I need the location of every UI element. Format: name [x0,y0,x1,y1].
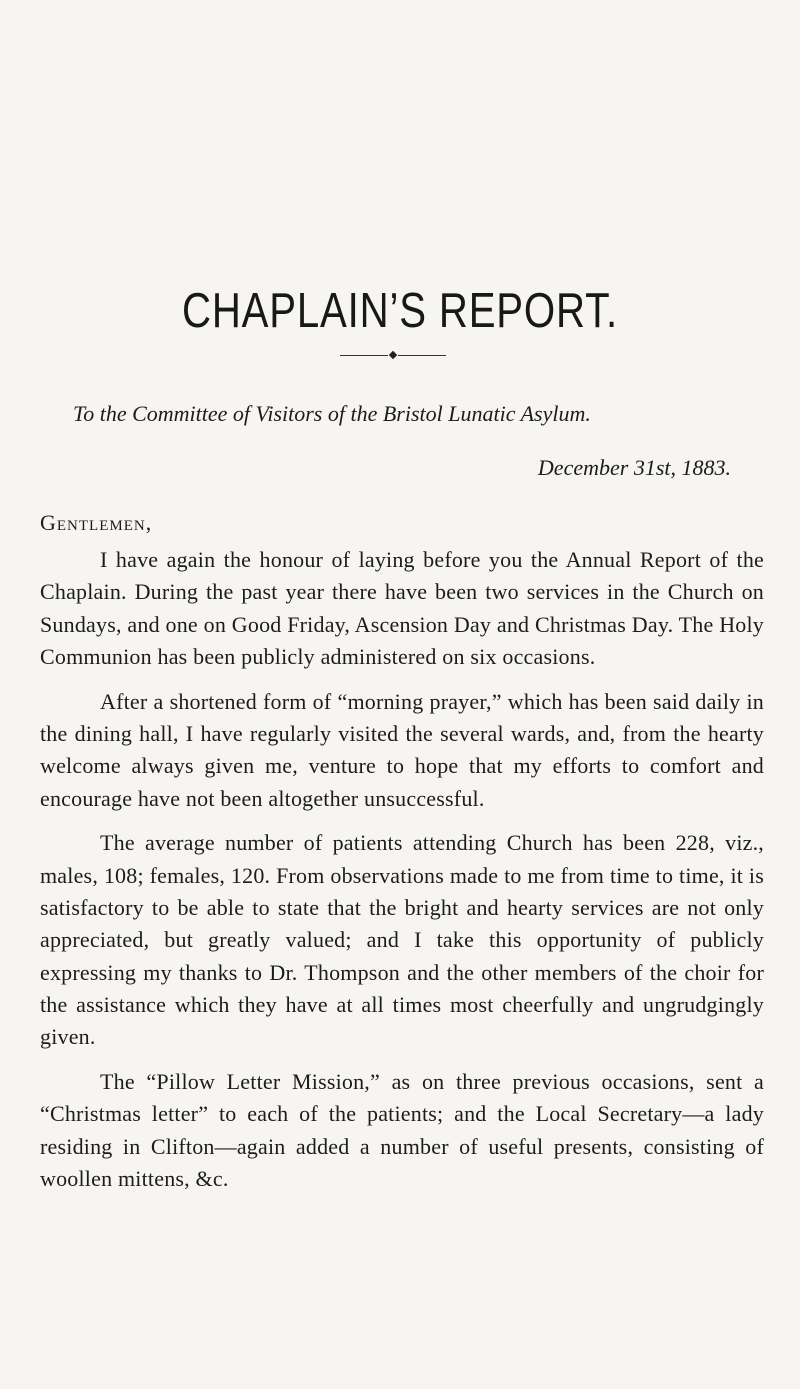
report-title: CHAPLAIN’S REPORT. [181,284,619,338]
paragraph-2: After a shortened form of “morning prayer,” which has been said daily in the dining hall, I have regularly visited the several wards, and, from the hearty welcome always given me, venture to hope that my efforts to comfort and encourage have not been altogether unsuccessful. [40,688,764,811]
divider-line-right [398,355,446,356]
report-date: December 31st, 1883. [537,455,731,480]
report-body [40,544,764,1208]
paragraph-1: I have again the honour of laying before you the Annual Report of the Chaplain. During the past year there have been two services in the Church on Sundays, and one on Good Friday, Ascension Day and Christmas Day. The Holy Communion has been publicly administered on six occasions. [40,547,764,669]
paragraph-4: The “Pillow Letter Mission,” as on three previous occasions, sent a “Christmas letter” to each of the patients; and the Local Secretary—a lady residing in Clifton—again added a number of useful presents, consisting of woollen mittens, &c. [40,1068,764,1191]
divider-line-left [340,355,388,356]
divider-ornament [340,352,446,360]
paragraph-3: The average number of patients attending Church has been 228, viz., males, 108; females, 120. From observations made to me from time to time, it is satisfactory to be able to state that the bright and hearty services are not only appreciated, but greatly valued; and I take this opportunity of publicly expressing my thanks to Dr. Thompson and the other members of the choir for the assistance which they have at all times most cheerfully and ungrudgingly given. [40,830,764,1050]
diamond-icon [389,351,397,359]
addressee-line: To the Committee of Visitors of the Bristol Lunatic Asylum. [73,401,591,426]
salutation: Gentlemen, [40,510,153,535]
